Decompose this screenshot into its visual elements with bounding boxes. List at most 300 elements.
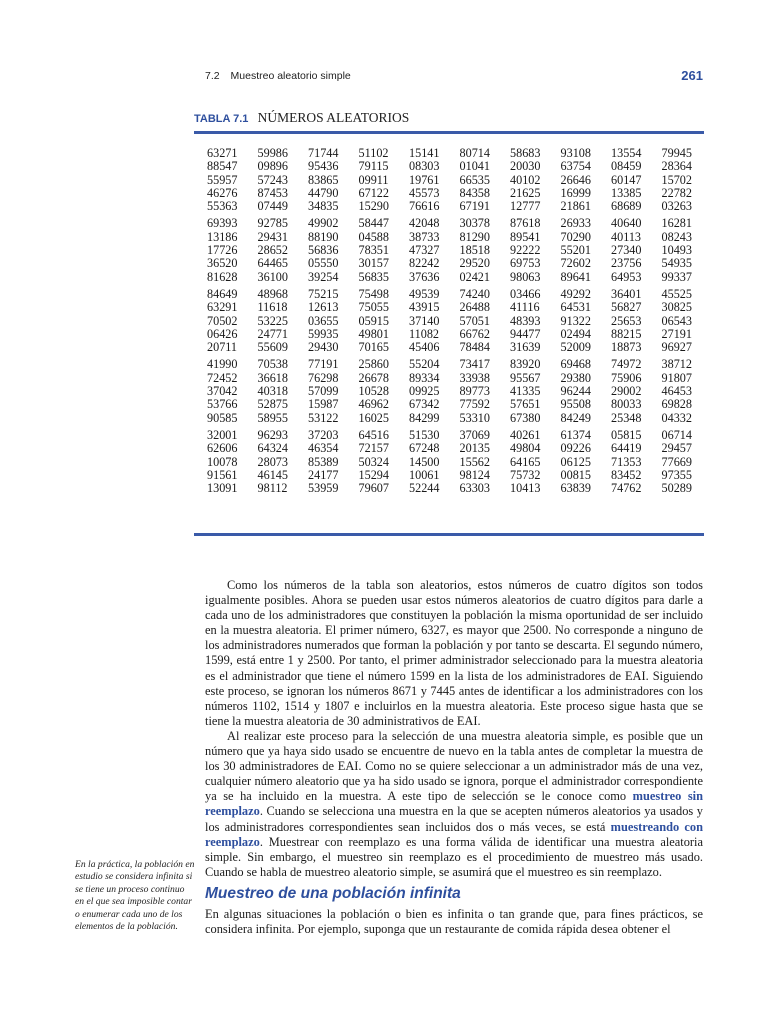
table-cell: 40102: [510, 172, 541, 187]
table-cell: 49292: [560, 286, 591, 301]
table-cell: 83865: [308, 172, 339, 187]
table-cell: 91322: [560, 313, 591, 328]
table-cell: 79607: [358, 481, 389, 496]
paragraph: [205, 729, 703, 880]
table-cell: 03263: [661, 199, 692, 214]
key-term: muestreando con reemplazo: [205, 819, 704, 849]
table-cell: 37069: [459, 427, 490, 442]
table-cell: 64165: [510, 454, 541, 469]
paragraph: Como los números de la tabla son aleatorios, estos números de cuatro dígitos son todos igualmente posibles. Ahora se pueden usar estos números aleatorios de cuatro dígitos para darle a cada uno de los administradores que constituyen la población la misma oportunidad de ser incluido en la muestra aleatoria. El primer número, 6327, es mayor que 2500. No corresponde a ninguno de los administradores numerados que forman la población y por tanto se descarta. El segundo número, 1599, está entre 1 y 2500. Por tanto, el primer administrador seleccionado para la muestra aleatoria es el administrador que tiene el número 1599 en la lista de los administradores de EAI. Siguiendo este proceso, se ignoran los números 8671 y 7445 antes de identificar a los administradores con los números 1102, 1514 y 1807 e incluirlos en la muestra aleatoria. Este proceso sigue hasta que se tiene la muestra aleatoria de 30 administrativos de EAI.: [205, 578, 703, 728]
table-cell: 15702: [661, 172, 692, 187]
table-cell: 88215: [611, 326, 642, 341]
table-cell: 57099: [308, 384, 339, 399]
table-cell: 59986: [257, 146, 288, 160]
table-cell: 49804: [510, 441, 541, 456]
table-cell: 21861: [560, 199, 591, 214]
number-block: [207, 288, 712, 354]
section-number: 7.2: [205, 70, 220, 82]
table-cell: 84649: [207, 286, 238, 301]
table-cell: 64531: [560, 300, 591, 315]
table-cell: 95508: [560, 397, 591, 412]
table-cell: 13091: [207, 481, 238, 496]
table-cell: 37140: [409, 313, 440, 328]
table-cell: 88190: [308, 229, 339, 244]
table-cell: 55609: [257, 340, 288, 355]
table-cell: 98124: [459, 467, 490, 482]
table-cell: 53225: [257, 313, 288, 328]
table-cell: 03466: [510, 286, 541, 301]
table-cell: 68689: [611, 199, 642, 214]
table-cell: 51530: [409, 427, 440, 442]
table-cell: 22782: [661, 185, 692, 200]
table-cell: 04588: [358, 229, 389, 244]
table-cell: 74240: [459, 286, 490, 301]
paragraph-text: . Muestrear con reemplazo es una forma válida de identificar una muestra aleatoria simple. Sin embargo, el muestreo sin reemplazo es el procedimiento de muestreo más usado. Cuando se habla de muestreo aleatorio simple, se asumirá que el muestreo es sin reemplazo.: [205, 834, 703, 879]
table-cell: 46453: [661, 384, 692, 399]
table-cell: 37042: [207, 384, 238, 399]
table-cell: 29520: [459, 256, 490, 271]
table-cell: 57051: [459, 313, 490, 328]
table-cell: 61374: [560, 427, 591, 442]
table-cell: 87618: [510, 216, 541, 231]
table-cell: 89541: [510, 229, 541, 244]
paragraph: En algunas situaciones la población o bien es infinita o tan grande que, para fines prácticos, se considera infinita. Por ejemplo, suponga que un restaurante de comida rápida desea obtener el: [205, 906, 703, 936]
table-cell: 05915: [358, 313, 389, 328]
table-cell: 36100: [257, 269, 288, 284]
table-cell: 80714: [459, 146, 490, 160]
table-cell: 89334: [409, 370, 440, 385]
table-cell: 26678: [358, 370, 389, 385]
table-cell: 28364: [661, 159, 692, 174]
table-cell: 10413: [510, 481, 541, 496]
table-cell: 46962: [358, 397, 389, 412]
table-cell: 64516: [358, 427, 389, 442]
table-cell: 05550: [308, 256, 339, 271]
table-cell: 39254: [308, 269, 339, 284]
table-cell: 69393: [207, 216, 238, 231]
table-cell: 10061: [409, 467, 440, 482]
table-cell: 57651: [510, 397, 541, 412]
table-cell: 12777: [510, 199, 541, 214]
table-cell: 36401: [611, 286, 642, 301]
section-heading: Muestreo de una población infinita: [205, 884, 461, 902]
table-cell: 06426: [207, 326, 238, 341]
table-cell: 11618: [257, 300, 288, 315]
table-cell: 92785: [257, 216, 288, 231]
table-cell: 38733: [409, 229, 440, 244]
table-cell: 71744: [308, 146, 339, 160]
table-cell: 98063: [510, 269, 541, 284]
table-cell: 78484: [459, 340, 490, 355]
table-cell: 56827: [611, 300, 642, 315]
table-cell: 18518: [459, 243, 490, 258]
number-block: [207, 429, 712, 495]
running-header: [205, 70, 703, 86]
table-cell: 67122: [358, 185, 389, 200]
table-cell: 87453: [257, 185, 288, 200]
table-cell: 24771: [257, 326, 288, 341]
table-title: NÚMEROS ALEATORIOS: [257, 110, 410, 125]
table-cell: 52009: [560, 340, 591, 355]
table-cell: 26488: [459, 300, 490, 315]
table-cell: 38712: [661, 357, 692, 372]
table-cell: 72157: [358, 441, 389, 456]
table-cell: 75215: [308, 286, 339, 301]
table-cell: 53766: [207, 397, 238, 412]
table-cell: 06125: [560, 454, 591, 469]
table-cell: 67342: [409, 397, 440, 412]
table-row: [207, 187, 712, 200]
table-cell: 83452: [611, 467, 642, 482]
table-row: [207, 412, 712, 425]
table-cell: 84299: [409, 410, 440, 425]
table-cell: 55201: [560, 243, 591, 258]
table-row: [207, 456, 712, 469]
table-cell: 08243: [661, 229, 692, 244]
table-cell: 55204: [409, 357, 440, 372]
table-row: [207, 442, 712, 455]
table-cell: 05815: [611, 427, 642, 442]
table-cell: 64419: [611, 441, 642, 456]
table-cell: 84249: [560, 410, 591, 425]
table-cell: 70538: [257, 357, 288, 372]
table-row: [207, 160, 712, 173]
table-cell: 84358: [459, 185, 490, 200]
table-cell: 49902: [308, 216, 339, 231]
table-cell: 56836: [308, 243, 339, 258]
table-cell: 02494: [560, 326, 591, 341]
page-number: 261: [681, 68, 703, 83]
table-cell: 41116: [510, 300, 540, 315]
table-cell: 00815: [560, 467, 591, 482]
table-cell: 09896: [257, 159, 288, 174]
table-cell: 37203: [308, 427, 339, 442]
table-row: [207, 398, 712, 411]
table-cell: 36618: [257, 370, 288, 385]
table-cell: 50289: [661, 481, 692, 496]
paragraph-text: Al realizar este proceso para la selección de una muestra aleatoria simple, es posible que un número que ya haya sido usado se encuentre de nuevo en la tabla antes de completar la muestra de los 30 administradores de EAI. Como no se quiere seleccionar a un administrador más de una vez, cualquier número aleatorio que ya ha sido usado se ignora, porque el administrador correspondiente ya se ha incluido en la muestra. A este tipo de selección se le conoce como: [205, 728, 703, 804]
table-cell: 77592: [459, 397, 490, 412]
table-cell: 49539: [409, 286, 440, 301]
table-cell: 56835: [358, 269, 389, 284]
table-cell: 34835: [308, 199, 339, 214]
table-cell: 06543: [661, 313, 692, 328]
table-cell: 64324: [257, 441, 288, 456]
table-cell: 91561: [207, 467, 238, 482]
table-cell: 55363: [207, 199, 238, 214]
table-cell: 91807: [661, 370, 692, 385]
table-cell: 50324: [358, 454, 389, 469]
table-row: [207, 257, 712, 270]
table-cell: 82242: [409, 256, 440, 271]
table-cell: 62606: [207, 441, 238, 456]
table-cell: 53959: [308, 481, 339, 496]
table-cell: 10078: [207, 454, 238, 469]
table-cell: 75055: [358, 300, 389, 315]
table-cell: 46145: [257, 467, 288, 482]
table-cell: 15141: [409, 146, 440, 160]
table-cell: 48393: [510, 313, 541, 328]
table-cell: 15987: [308, 397, 339, 412]
table-bottom-rule: [194, 533, 704, 536]
table-cell: 58683: [510, 146, 541, 160]
table-cell: 29431: [257, 229, 288, 244]
section-title: Muestreo aleatorio simple: [230, 70, 351, 82]
table-cell: 89641: [560, 269, 591, 284]
table-cell: 79945: [661, 146, 692, 160]
table-cell: 45406: [409, 340, 440, 355]
table-cell: 63839: [560, 481, 591, 496]
table-cell: 69753: [510, 256, 541, 271]
table-row: [207, 341, 712, 354]
table-cell: 29380: [560, 370, 591, 385]
table-cell: 66535: [459, 172, 490, 187]
table-cell: 09226: [560, 441, 591, 456]
table-cell: 76616: [409, 199, 440, 214]
table-cell: 36520: [207, 256, 238, 271]
table-cell: 67248: [409, 441, 440, 456]
table-cell: 75498: [358, 286, 389, 301]
table-row: [207, 231, 712, 244]
table-cell: 20711: [207, 340, 238, 355]
table-top-rule: [194, 131, 704, 134]
table-cell: 52244: [409, 481, 440, 496]
table-cell: 97355: [661, 467, 692, 482]
table-cell: 07449: [257, 199, 288, 214]
table-cell: 08303: [409, 159, 440, 174]
table-cell: 21625: [510, 185, 541, 200]
table-cell: 40113: [611, 229, 642, 244]
table-cell: 70502: [207, 313, 238, 328]
table-cell: 64465: [257, 256, 288, 271]
table-cell: 09911: [358, 172, 389, 187]
table-row: [207, 301, 712, 314]
table-cell: 46354: [308, 441, 339, 456]
table-cell: 59935: [308, 326, 339, 341]
table-cell: 83920: [510, 357, 541, 372]
header-section: [205, 70, 351, 82]
table-cell: 28073: [257, 454, 288, 469]
table-cell: 29002: [611, 384, 642, 399]
table-cell: 29457: [661, 441, 692, 456]
table-cell: 64953: [611, 269, 642, 284]
table-cell: 40640: [611, 216, 642, 231]
table-cell: 95567: [510, 370, 541, 385]
table-cell: 10493: [661, 243, 692, 258]
table-cell: 96293: [257, 427, 288, 442]
table-cell: 74762: [611, 481, 642, 496]
table-cell: 79115: [358, 159, 389, 174]
table-cell: 25653: [611, 313, 642, 328]
table-cell: 75906: [611, 370, 642, 385]
table-cell: 23756: [611, 256, 642, 271]
table-row: [207, 358, 712, 371]
table-cell: 51102: [358, 146, 389, 160]
table-cell: 55957: [207, 172, 238, 187]
table-cell: 66762: [459, 326, 490, 341]
table-cell: 12613: [308, 300, 339, 315]
random-numbers-table: [207, 147, 712, 499]
table-cell: 49801: [358, 326, 389, 341]
table-cell: 37636: [409, 269, 440, 284]
table-cell: 88547: [207, 159, 238, 174]
table-row: [207, 482, 712, 495]
table-cell: 78351: [358, 243, 389, 258]
table-row: [207, 147, 712, 160]
table-cell: 94477: [510, 326, 541, 341]
table-cell: 90585: [207, 410, 238, 425]
table-cell: 95436: [308, 159, 339, 174]
table-cell: 53122: [308, 410, 339, 425]
table-cell: 85389: [308, 454, 339, 469]
table-cell: 71353: [611, 454, 642, 469]
number-block: [207, 358, 712, 424]
table-cell: 99337: [661, 269, 692, 284]
table-row: [207, 429, 712, 442]
table-cell: 96927: [661, 340, 692, 355]
table-cell: 75732: [510, 467, 541, 482]
table-cell: 63291: [207, 300, 238, 315]
table-cell: 27191: [661, 326, 692, 341]
table-cell: 28652: [257, 243, 288, 258]
table-cell: 09925: [409, 384, 440, 399]
table-cell: 67191: [459, 199, 490, 214]
table-cell: 60147: [611, 172, 642, 187]
body-text: [205, 578, 703, 937]
table-cell: 20030: [510, 159, 541, 174]
paragraph-text: . Cuando se selecciona una muestra en la que se acepten números aleatorios ya usados y los administradores correspondientes sean incluidos dos o más veces, se está: [205, 804, 703, 834]
table-cell: 53310: [459, 410, 490, 425]
table-cell: 52875: [257, 397, 288, 412]
table-row: [207, 174, 712, 187]
table-cell: 93108: [560, 146, 591, 160]
table-cell: 06714: [661, 427, 692, 442]
table-cell: 31639: [510, 340, 541, 355]
table-cell: 02421: [459, 269, 490, 284]
table-cell: 76298: [308, 370, 339, 385]
table-cell: 44790: [308, 185, 339, 200]
table-row: [207, 217, 712, 230]
table-cell: 01041: [459, 159, 490, 174]
table-cell: 30825: [661, 300, 692, 315]
table-cell: 63271: [207, 146, 238, 160]
table-cell: 57243: [257, 172, 288, 187]
table-cell: 27340: [611, 243, 642, 258]
table-cell: 40318: [257, 384, 288, 399]
table-cell: 67380: [510, 410, 541, 425]
table-row: [207, 385, 712, 398]
table-row: [207, 469, 712, 482]
table-cell: 63754: [560, 159, 591, 174]
table-cell: 74972: [611, 357, 642, 372]
table-cell: 43915: [409, 300, 440, 315]
table-cell: 73417: [459, 357, 490, 372]
table-cell: 17726: [207, 243, 238, 258]
table-row: [207, 315, 712, 328]
table-cell: 77669: [661, 454, 692, 469]
table-cell: 42048: [409, 216, 440, 231]
table-cell: 13385: [611, 185, 642, 200]
table-cell: 46276: [207, 185, 238, 200]
table-cell: 20135: [459, 441, 490, 456]
table-caption: [194, 110, 409, 126]
number-block: [207, 217, 712, 283]
table-cell: 81628: [207, 269, 238, 284]
table-cell: 45525: [661, 286, 692, 301]
table-cell: 54935: [661, 256, 692, 271]
table-cell: 15562: [459, 454, 490, 469]
table-cell: 08459: [611, 159, 642, 174]
table-cell: 40261: [510, 427, 541, 442]
table-cell: 16281: [661, 216, 692, 231]
table-cell: 72452: [207, 370, 238, 385]
table-row: [207, 328, 712, 341]
table-cell: 72602: [560, 256, 591, 271]
table-cell: 81290: [459, 229, 490, 244]
table-cell: 13554: [611, 146, 642, 160]
table-cell: 69828: [661, 397, 692, 412]
table-cell: 41335: [510, 384, 541, 399]
table-cell: 77191: [308, 357, 339, 372]
table-cell: 15294: [358, 467, 389, 482]
table-cell: 03655: [308, 313, 339, 328]
table-cell: 96244: [560, 384, 591, 399]
table-cell: 29430: [308, 340, 339, 355]
table-cell: 04332: [661, 410, 692, 425]
table-cell: 70165: [358, 340, 389, 355]
table-cell: 32001: [207, 427, 238, 442]
table-cell: 15290: [358, 199, 389, 214]
table-cell: 33938: [459, 370, 490, 385]
table-label: TABLA 7.1: [194, 113, 249, 125]
table-cell: 30378: [459, 216, 490, 231]
table-cell: 41990: [207, 357, 238, 372]
table-cell: 16999: [560, 185, 591, 200]
table-cell: 70290: [560, 229, 591, 244]
table-cell: 47327: [409, 243, 440, 258]
table-cell: 10528: [358, 384, 389, 399]
margin-note: En la práctica, la población en estudio se considera infinita si se tiene un proceso continuo en el que sea imposible contar o enumerar cada uno de los elementos de la población.: [75, 859, 195, 933]
table-cell: 25860: [358, 357, 389, 372]
table-cell: 58447: [358, 216, 389, 231]
table-row: [207, 244, 712, 257]
table-cell: 26646: [560, 172, 591, 187]
table-cell: 11082: [409, 326, 440, 341]
table-cell: 63303: [459, 481, 490, 496]
table-cell: 30157: [358, 256, 389, 271]
table-cell: 45573: [409, 185, 440, 200]
table-cell: 19761: [409, 172, 440, 187]
table-row: [207, 271, 712, 284]
table-cell: 18873: [611, 340, 642, 355]
table-cell: 92222: [510, 243, 541, 258]
table-cell: 13186: [207, 229, 238, 244]
table-cell: 48968: [257, 286, 288, 301]
table-row: [207, 288, 712, 301]
table-cell: 89773: [459, 384, 490, 399]
table-cell: 24177: [308, 467, 339, 482]
table-cell: 16025: [358, 410, 389, 425]
table-cell: 80033: [611, 397, 642, 412]
number-block: [207, 147, 712, 213]
key-term: muestreo sin reemplazo: [205, 789, 703, 819]
table-cell: 69468: [560, 357, 591, 372]
table-cell: 26933: [560, 216, 591, 231]
table-cell: 58955: [257, 410, 288, 425]
table-row: [207, 200, 712, 213]
table-cell: 14500: [409, 454, 440, 469]
table-cell: 98112: [257, 481, 288, 496]
